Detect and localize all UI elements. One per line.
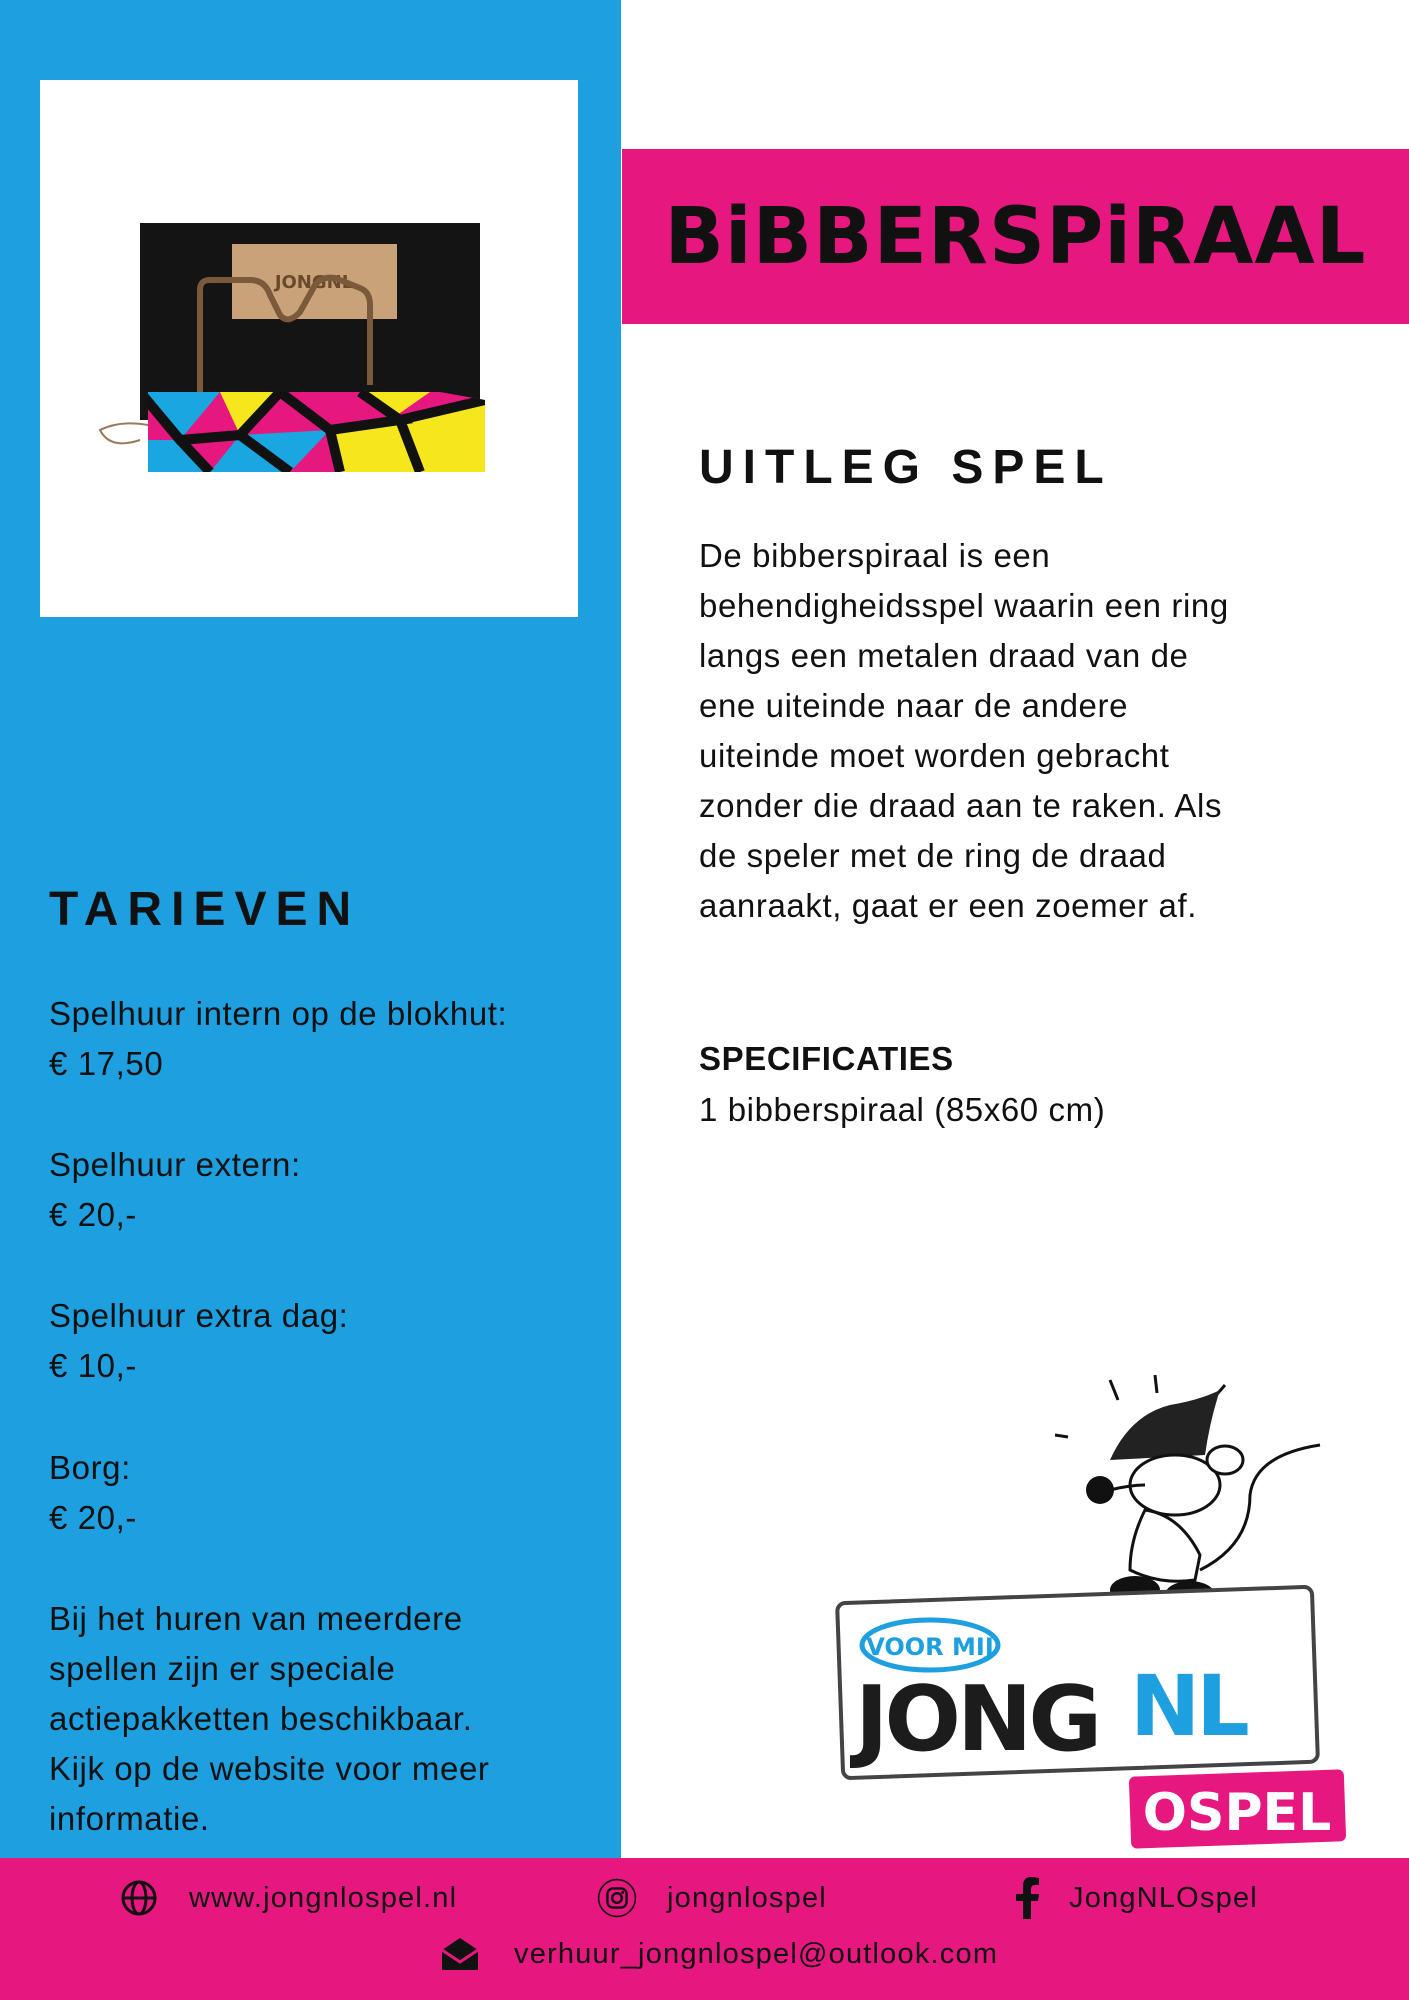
- footer: [0, 1858, 1409, 2000]
- uitleg-line: de speler met de ring de draad: [699, 837, 1167, 874]
- uitleg-line: ene uiteinde naar de andere: [699, 687, 1129, 724]
- footer-website[interactable]: [119, 1878, 457, 1918]
- tarief-label: Borg:: [49, 1449, 131, 1486]
- jongnl-logo: [800, 1345, 1380, 1855]
- specificaties-heading: SPECIFICATIES: [699, 1040, 954, 1077]
- footer-facebook[interactable]: [1007, 1878, 1258, 1918]
- uitleg-line: langs een metalen draad van de: [699, 637, 1189, 674]
- page-title: BiBBERSPiRAAL: [664, 191, 1367, 282]
- uitleg-line: uiteinde moet worden gebracht: [699, 737, 1170, 774]
- instagram-icon: [597, 1878, 637, 1918]
- note-line: Kijk op de website voor meer: [49, 1750, 490, 1787]
- logo-nl: NL: [1130, 1657, 1246, 1755]
- logo-ospel: OSPEL: [1142, 1783, 1332, 1843]
- tarieven-heading: TARIEVEN: [49, 883, 361, 936]
- tarief-price: € 20,-: [49, 1196, 137, 1233]
- mouse-mascot-icon: [800, 1345, 1380, 1855]
- website-link[interactable]: www.jongnlospel.nl: [189, 1881, 458, 1914]
- tarief-price: € 20,-: [49, 1499, 137, 1536]
- specificaties-value: 1 bibberspiraal (85x60 cm): [699, 1091, 1106, 1128]
- note-line: actiepakketten beschikbaar.: [49, 1700, 473, 1737]
- tarief-label: Spelhuur intern op de blokhut:: [49, 995, 508, 1032]
- facebook-icon: [1007, 1878, 1047, 1918]
- uitleg-text: [699, 531, 1229, 931]
- email-icon: [440, 1934, 480, 1974]
- footer-email[interactable]: [440, 1934, 998, 1974]
- logo-tag: VOOR MIJ: [866, 1633, 994, 1661]
- uitleg-line: zonder die draad aan te raken. Als: [699, 787, 1223, 824]
- uitleg-line: aanraakt, gaat er een zoemer af.: [699, 887, 1197, 924]
- note-line: Bij het huren van meerdere: [49, 1600, 463, 1637]
- tarief-price: € 17,50: [49, 1045, 164, 1082]
- product-photo: [40, 80, 578, 617]
- tarief-price: € 10,-: [49, 1347, 137, 1384]
- tarief-item: [49, 1443, 137, 1543]
- globe-icon: [119, 1878, 159, 1918]
- uitleg-line: De bibberspiraal is een: [699, 537, 1051, 574]
- tarieven-note: [49, 1594, 490, 1844]
- title-band: [622, 149, 1409, 324]
- email-address[interactable]: verhuur_jongnlospel@outlook.com: [514, 1937, 999, 1970]
- bibberspiraal-photo: [40, 80, 578, 617]
- logo-jong: JONG: [855, 1667, 1099, 1772]
- note-line: informatie.: [49, 1800, 210, 1837]
- facebook-handle[interactable]: JongNLOspel: [1069, 1881, 1258, 1914]
- uitleg-heading: UITLEG SPEL: [699, 441, 1113, 494]
- uitleg-line: behendigheidsspel waarin een ring: [699, 587, 1229, 624]
- tarief-label: Spelhuur extra dag:: [49, 1297, 349, 1334]
- note-line: spellen zijn er speciale: [49, 1650, 396, 1687]
- tarief-item: [49, 989, 507, 1089]
- photo-sign-text: JONGNL: [274, 272, 354, 293]
- instagram-handle[interactable]: jongnlospel: [667, 1881, 827, 1914]
- tarief-label: Spelhuur extern:: [49, 1146, 301, 1183]
- footer-instagram[interactable]: [597, 1878, 827, 1918]
- tarief-item: [49, 1140, 301, 1240]
- tarief-item: [49, 1291, 348, 1391]
